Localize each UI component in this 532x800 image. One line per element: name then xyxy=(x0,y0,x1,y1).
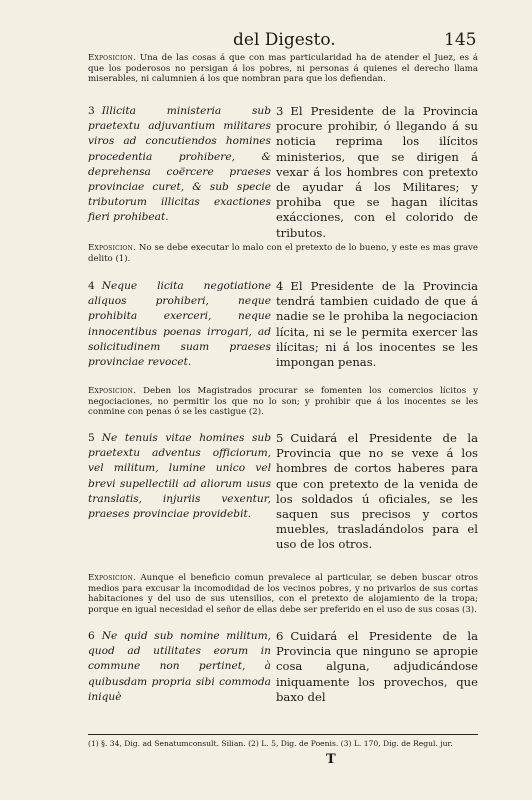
note-text: Una de las cosas á que con mas particularidad ha de atender el Juez, es á que los poderosos no persigan á los pobres, ni personas á quienes el derecho llama miserables, ni calumnien á los que nombran para que los defiendan. xyxy=(88,53,478,85)
spanish-paragraph xyxy=(276,104,478,241)
spanish-text: El Presidente de la Provincia procure prohibir, ó llegando á su noticia reprima los ilícitos ministerios, que se dirigen á vexar á los hombres con pretexto de ayudar á los Militares; y prohiba que se hagan ilícitas exácciones, con el colorido de tributos. xyxy=(276,104,478,240)
section-number: 6 xyxy=(276,629,284,643)
spanish-text: El Presidente de la Provincia tendrá tambien cuidado de que á nadie se le prohiba la negociacion lícita, ni se le permita exercer las ilícitas; ni á los inocentes se les impongan penas. xyxy=(276,279,478,370)
exposition-note xyxy=(88,53,478,85)
page-number: 145 xyxy=(444,30,477,50)
exposition-note xyxy=(88,573,478,615)
latin-text: Ne tenuis vitae homines sub praetextu adventus officiorum, vel militum, lumine unico vel brevi supellectili ad aliorum usus translatis, injuriis vexentur, praeses provinciae providebit. xyxy=(88,432,271,521)
section-number: 4 xyxy=(88,280,95,292)
spanish-text: Cuidará el Presidente de la Provincia que no se vexe á los hombres de cortos haberes para que con pretexto de la venida de los soldados ú oficiales, se les saquen sus precisos y cortos muebles, trasladándolos para el uso de los otros. xyxy=(276,431,478,552)
exposition-note xyxy=(88,243,478,264)
note-label: Exposicion. xyxy=(88,573,137,583)
note-label: Exposicion. xyxy=(88,243,137,253)
section-number: 3 xyxy=(88,105,95,117)
note-text: Deben los Magistrados procurar se fomenten los comercios lícitos y negociaciones, no permitir los que no lo son; y prohibir que á los inocentes se les conmine con penas ó se les castigue (2). xyxy=(88,386,478,418)
latin-text: Neque licita negotiatione aliquos prohiberi, neque prohibita exerceri, neque innocentibus poenas irrogari, ad solicitudinem suam praeses provinciae revocet. xyxy=(88,280,271,369)
section-number: 5 xyxy=(276,431,284,445)
note-text: No se debe executar lo malo con el pretexto de lo bueno, y este es mas grave delito (1). xyxy=(88,243,478,264)
spanish-paragraph xyxy=(276,629,478,705)
spanish-paragraph xyxy=(276,431,478,553)
latin-text: Illicita ministeria sub praetextu adjuvantium militares viros ad concutiendos homines procedentia prohibere, & deprehensa coërcere praeses provinciae curet, & sub specie tributorum illicitas exactiones fieri prohibeat. xyxy=(88,105,271,224)
section-number: 6 xyxy=(88,630,95,642)
latin-paragraph xyxy=(88,104,271,226)
note-text: Aunque el beneficio comun prevalece al particular, se deben buscar otros medios para excusar la incomodidad de los vecinos pobres, y no privarlos de sus cortas habitaciones y del uso de sus utensilios, con el pretexto de alojamiento de la tropa; porque en igual necesidad el señor de ellas debe ser preferido en el uso de sus cosas (3). xyxy=(88,573,479,615)
latin-text: Ne quid sub nomine militum, quod ad utilitates eorum in commune non pertinet, à quibusdam propria sibi commoda iniquè xyxy=(88,630,271,703)
note-label: Exposicion. xyxy=(88,53,137,63)
note-label: Exposicion. xyxy=(88,386,137,396)
spanish-text: Cuidará el Presidente de la Provincia que ninguno se apropie cosa alguna, adjudicándose iniquamente los provechos, que baxo del xyxy=(276,629,478,704)
section-number: 4 xyxy=(276,279,284,293)
section-number: 5 xyxy=(88,432,95,444)
spanish-paragraph xyxy=(276,279,478,370)
page-header xyxy=(0,30,532,54)
footnote-divider xyxy=(88,734,478,735)
latin-paragraph xyxy=(88,629,271,705)
footnotes: (1) §. 34, Dig. ad Senatumconsult. Silian. (2) L. 5, Dig. de Poenis. (3) L. 170, Dig. de Regul. jur. xyxy=(88,739,453,748)
running-title: del Digesto. xyxy=(233,30,336,50)
exposition-note xyxy=(88,386,478,418)
latin-paragraph xyxy=(88,431,271,522)
signature-mark: T xyxy=(326,752,336,767)
section-number: 3 xyxy=(276,104,284,118)
latin-paragraph xyxy=(88,279,271,370)
